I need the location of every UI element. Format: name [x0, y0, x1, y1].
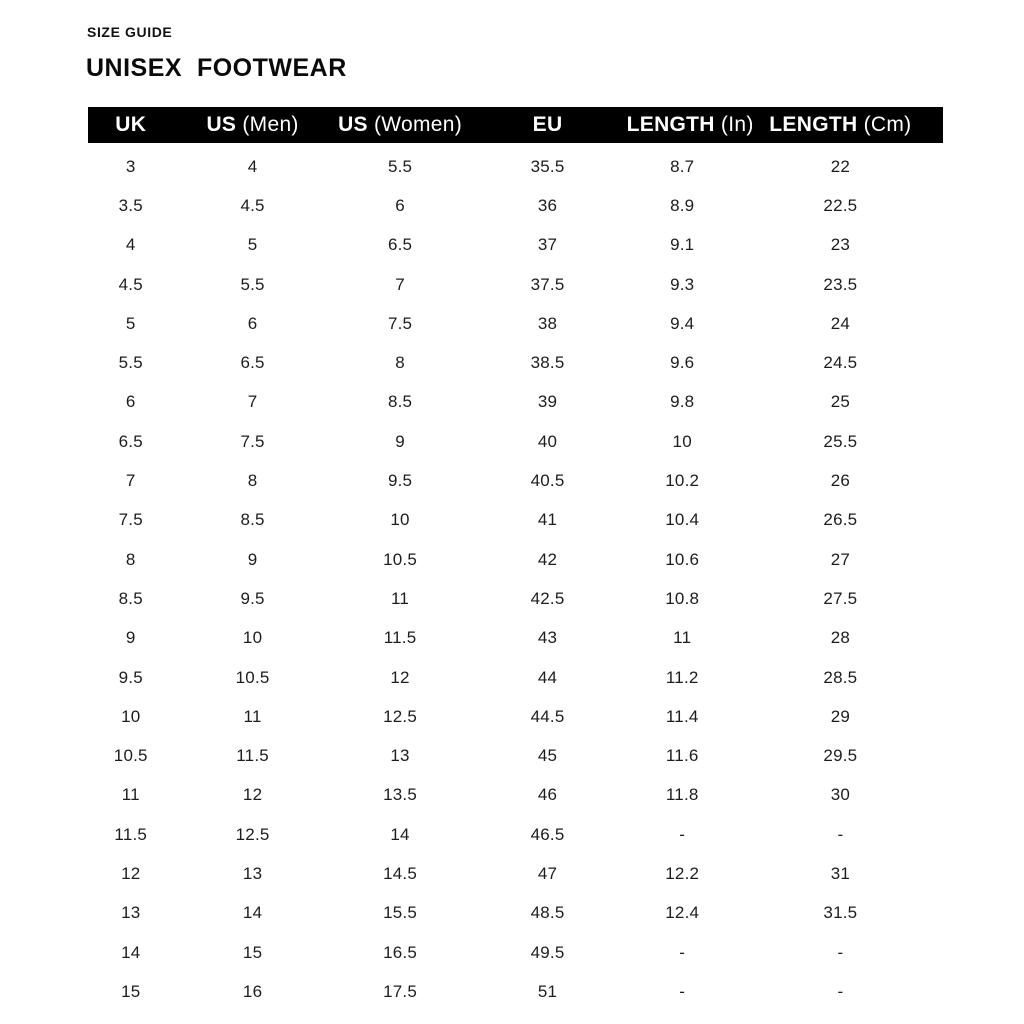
- size-cell-uk: 11.5: [114, 824, 148, 844]
- size-cell-eu: 40.5: [530, 471, 565, 491]
- size-cell-length-in: 12.2: [665, 863, 700, 883]
- size-cell-length-in: -: [679, 942, 686, 962]
- size-cell-eu: 49.5: [530, 942, 565, 962]
- column-header-bold-text: EU: [532, 113, 563, 136]
- column-header-us-men: [174, 107, 332, 143]
- size-cell-length-in: 11.8: [665, 785, 699, 805]
- size-cell-length-cm: 27.5: [823, 588, 858, 608]
- size-cell-eu: 46: [537, 785, 558, 805]
- size-cell-length-cm: 27: [830, 549, 851, 569]
- size-cell-us-women: 11.5: [383, 628, 417, 648]
- size-cell-uk: 4.5: [118, 274, 143, 294]
- size-cell-us-women: 9: [395, 431, 405, 451]
- size-cell-length-in: 8.7: [670, 156, 695, 176]
- column-header-bold-text: LENGTH: [626, 113, 715, 136]
- size-cell-length-cm: 28.5: [823, 667, 858, 687]
- size-cell-us-men: 6: [247, 313, 258, 333]
- size-table: [88, 107, 943, 1012]
- size-cell-uk: 6.5: [118, 431, 143, 451]
- size-cell-length-cm: -: [837, 942, 844, 962]
- size-cell-eu: 43: [537, 628, 558, 648]
- table-row: [88, 815, 943, 854]
- column-header-paren-text: (Women): [374, 113, 463, 136]
- size-cell-length-in: 8.9: [670, 195, 695, 215]
- size-cell-eu: 42: [537, 549, 558, 569]
- column-header-us-women: [332, 107, 469, 143]
- size-cell-us-men: 6.5: [240, 353, 265, 373]
- table-row: [88, 304, 943, 343]
- size-cell-us-men: 12: [242, 785, 263, 805]
- size-guide-label: SIZE GUIDE: [87, 24, 173, 40]
- size-cell-us-men: 9: [247, 549, 258, 569]
- column-header-eu: [468, 107, 626, 143]
- column-header-bold-text: LENGTH: [769, 113, 858, 136]
- size-cell-uk: 7: [125, 471, 136, 491]
- size-cell-length-cm: 26: [830, 471, 851, 491]
- size-cell-uk: 12: [121, 863, 141, 883]
- size-cell-eu: 39: [537, 392, 558, 412]
- size-cell-eu: 45: [537, 746, 558, 766]
- size-cell-us-women: 10.5: [383, 549, 418, 569]
- column-header-paren-text: (Men): [242, 113, 299, 136]
- size-cell-us-men: 10: [242, 628, 263, 648]
- table-row: [88, 343, 943, 382]
- size-cell-eu: 47: [537, 863, 558, 883]
- size-cell-us-men: 8: [247, 471, 258, 491]
- table-row: [88, 461, 943, 500]
- page-title: UNISEX FOOTWEAR: [86, 54, 347, 82]
- size-cell-eu: 44: [537, 667, 558, 687]
- size-cell-length-cm: 23.5: [823, 274, 858, 294]
- size-cell-uk: 8.5: [118, 588, 143, 608]
- size-cell-us-men: 12.5: [235, 824, 270, 844]
- size-cell-us-women: 14.5: [383, 863, 418, 883]
- size-cell-uk: 5: [125, 313, 136, 333]
- size-cell-uk: 10.5: [113, 746, 148, 766]
- size-cell-eu: 51: [537, 981, 558, 1001]
- size-cell-eu: 38: [537, 313, 558, 333]
- size-cell-uk: 3.5: [118, 195, 143, 215]
- column-header-paren-text: (In): [720, 113, 754, 136]
- size-cell-length-in: 11: [673, 628, 692, 648]
- table-row: [88, 776, 943, 815]
- size-cell-uk: 3: [125, 156, 136, 176]
- size-cell-uk: 14: [121, 942, 141, 962]
- size-cell-us-women: 7: [395, 274, 405, 294]
- size-cell-us-men: 15: [242, 942, 263, 962]
- table-row: [88, 894, 943, 933]
- size-cell-uk: 5.5: [118, 353, 143, 373]
- table-row: [88, 933, 943, 972]
- size-cell-eu: 36: [537, 195, 558, 215]
- size-cell-us-women: 5.5: [387, 156, 413, 176]
- size-cell-us-men: 4: [247, 156, 258, 176]
- size-cell-us-women: 10: [390, 510, 410, 530]
- size-cell-us-women: 12.5: [383, 706, 418, 726]
- size-cell-uk: 4: [125, 235, 136, 255]
- size-cell-length-cm: 29: [830, 706, 851, 726]
- size-cell-eu: 37: [537, 235, 558, 255]
- size-cell-length-cm: -: [837, 824, 844, 844]
- size-cell-length-in: 9.4: [670, 313, 695, 333]
- size-cell-length-cm: 24.5: [823, 353, 858, 373]
- size-cell-eu: 42.5: [530, 588, 565, 608]
- size-cell-us-women: 16.5: [383, 942, 418, 962]
- size-cell-length-in: 9.8: [670, 392, 695, 412]
- size-cell-us-women: 13.5: [383, 785, 418, 805]
- size-cell-length-in: 11.2: [665, 667, 699, 687]
- table-row: [88, 658, 943, 697]
- size-cell-us-women: 15.5: [383, 903, 418, 923]
- size-cell-length-in: 11.4: [665, 706, 699, 726]
- size-cell-length-in: 9.3: [670, 274, 695, 294]
- size-cell-us-men: 16: [242, 981, 263, 1001]
- size-cell-us-women: 11: [391, 588, 410, 608]
- size-cell-us-men: 7: [247, 392, 258, 412]
- size-cell-us-men: 5: [247, 235, 258, 255]
- column-header-length-cm: [738, 107, 943, 143]
- size-cell-us-women: 14: [390, 824, 410, 844]
- size-cell-length-in: 9.1: [670, 235, 695, 255]
- table-row: [88, 697, 943, 736]
- size-cell-eu: 40: [537, 431, 558, 451]
- size-cell-us-women: 6: [395, 195, 405, 215]
- size-cell-us-women: 12: [390, 667, 410, 687]
- table-row: [88, 226, 943, 265]
- column-header-length-in: [626, 107, 754, 143]
- size-cell-length-in: -: [679, 981, 686, 1001]
- size-cell-uk: 7.5: [118, 510, 143, 530]
- size-cell-eu: 48.5: [530, 903, 565, 923]
- size-cell-us-women: 6.5: [387, 235, 413, 255]
- column-header-paren-text: (Cm): [863, 113, 912, 136]
- size-cell-us-women: 8: [395, 353, 405, 373]
- size-cell-length-cm: 31.5: [823, 903, 858, 923]
- size-cell-us-men: 7.5: [240, 431, 265, 451]
- size-cell-length-in: 11.6: [665, 746, 699, 766]
- table-row: [88, 619, 943, 658]
- size-cell-length-cm: 24: [830, 313, 851, 333]
- size-cell-length-in: -: [679, 824, 686, 844]
- table-row: [88, 972, 943, 1011]
- column-header-bold-text: US: [206, 113, 237, 136]
- table-row: [88, 265, 943, 304]
- table-row: [88, 501, 943, 540]
- size-cell-length-cm: 31: [830, 863, 851, 883]
- size-cell-length-cm: -: [837, 981, 844, 1001]
- size-cell-length-cm: 23: [830, 235, 851, 255]
- size-cell-length-cm: 30: [830, 785, 851, 805]
- size-cell-uk: 9.5: [118, 667, 143, 687]
- size-cell-eu: 37.5: [530, 274, 565, 294]
- size-cell-us-men: 5.5: [240, 274, 265, 294]
- size-cell-us-men: 13: [242, 863, 263, 883]
- size-cell-us-women: 7.5: [387, 313, 413, 333]
- table-row: [88, 579, 943, 618]
- size-cell-us-men: 9.5: [240, 588, 265, 608]
- size-cell-length-in: 10.2: [665, 471, 700, 491]
- size-cell-length-cm: 22: [830, 156, 851, 176]
- size-cell-length-in: 9.6: [670, 353, 695, 373]
- size-cell-eu: 41: [537, 510, 558, 530]
- size-cell-length-in: 10.4: [665, 510, 700, 530]
- size-cell-length-cm: 26.5: [823, 510, 858, 530]
- size-cell-length-in: 10: [672, 431, 692, 451]
- size-cell-us-men: 14: [242, 903, 263, 923]
- size-cell-uk: 8: [125, 549, 136, 569]
- size-cell-uk: 13: [121, 903, 141, 923]
- column-header-bold-text: UK: [115, 113, 147, 136]
- table-row: [88, 540, 943, 579]
- size-cell-uk: 9: [125, 628, 136, 648]
- size-cell-length-in: 12.4: [665, 903, 700, 923]
- column-header-bold-text: US: [338, 113, 368, 136]
- size-cell-eu: 35.5: [530, 156, 565, 176]
- size-cell-us-men: 11.5: [236, 746, 269, 766]
- size-cell-length-cm: 22.5: [823, 195, 858, 215]
- size-cell-eu: 38.5: [530, 353, 565, 373]
- size-cell-uk: 15: [121, 981, 141, 1001]
- table-row: [88, 186, 943, 225]
- size-cell-us-men: 8.5: [240, 510, 265, 530]
- column-header-uk: [88, 107, 174, 143]
- size-cell-eu: 46.5: [530, 824, 565, 844]
- size-cell-eu: 44.5: [530, 706, 565, 726]
- size-cell-us-men: 10.5: [235, 667, 270, 687]
- size-table-header-row: [88, 107, 943, 143]
- table-row: [88, 854, 943, 893]
- size-cell-length-cm: 25: [830, 392, 851, 412]
- size-cell-uk: 10: [121, 706, 141, 726]
- size-cell-us-women: 13: [390, 746, 410, 766]
- size-cell-us-men: 11: [243, 706, 262, 726]
- size-cell-uk: 11: [121, 785, 140, 805]
- size-cell-length-cm: 28: [830, 628, 851, 648]
- size-cell-length-in: 10.6: [665, 549, 700, 569]
- size-cell-us-women: 8.5: [387, 392, 413, 412]
- table-row: [88, 736, 943, 775]
- table-row: [88, 383, 943, 422]
- size-cell-us-men: 4.5: [240, 195, 265, 215]
- size-cell-length-cm: 25.5: [823, 431, 858, 451]
- size-cell-uk: 6: [125, 392, 136, 412]
- table-row: [88, 422, 943, 461]
- table-row: [88, 147, 943, 186]
- size-cell-length-cm: 29.5: [823, 746, 858, 766]
- size-cell-us-women: 17.5: [383, 981, 418, 1001]
- size-cell-length-in: 10.8: [665, 588, 700, 608]
- size-table-body: [88, 147, 943, 1012]
- size-cell-us-women: 9.5: [387, 471, 413, 491]
